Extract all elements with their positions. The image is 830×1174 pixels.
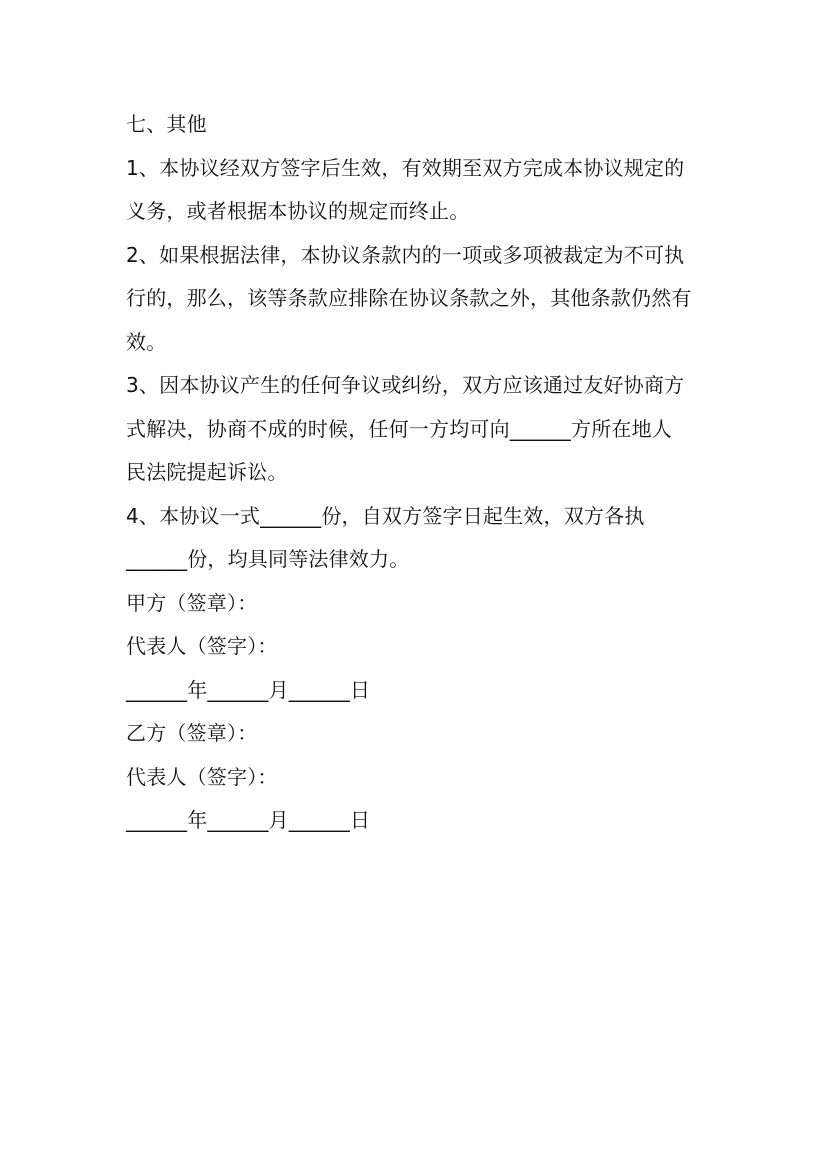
party-a-representative: 代表人（签字）： [126,634,278,658]
clause-2-line-1: 2、如果根据法律，本协议条款内的一项或多项被裁定为不可执 [126,242,685,267]
clause-2-line-3: 效。 [126,329,167,354]
clause-3-line-2: 式解决，协商不成的时候，任何一方均可向______方所在地人 [126,416,672,441]
clause-3-line-3: 民法院提起诉讼。 [126,460,288,484]
party-b-seal: 乙方（签章）： [126,721,258,745]
clause-4-line-1: 4、本协议一式______份，自双方签字日起生效，双方各执 [126,503,645,528]
party-a-date: ______年______月______日 [126,677,371,702]
clause-3-line-1: 3、因本协议产生的任何争议或纠纷，双方应该通过友好协商方 [126,373,685,397]
clause-2-line-2: 行的，那么，该等条款应排除在协议条款之外，其他条款仍然有 [126,286,692,310]
party-a-seal: 甲方（签章）： [126,590,258,615]
section-title: 七、其他 [126,112,207,136]
party-b-representative: 代表人（签字）： [126,764,278,789]
clause-4-line-2: ______份，均具同等法律效力。 [126,547,410,571]
document-page [126,103,716,843]
clause-1-line-2: 义务，或者根据本协议的规定而终止。 [126,199,470,223]
party-b-date: ______年______月______日 [126,808,371,832]
clause-1-line-1: 1、本协议经双方签字后生效，有效期至双方完成本协议规定的 [126,155,685,180]
